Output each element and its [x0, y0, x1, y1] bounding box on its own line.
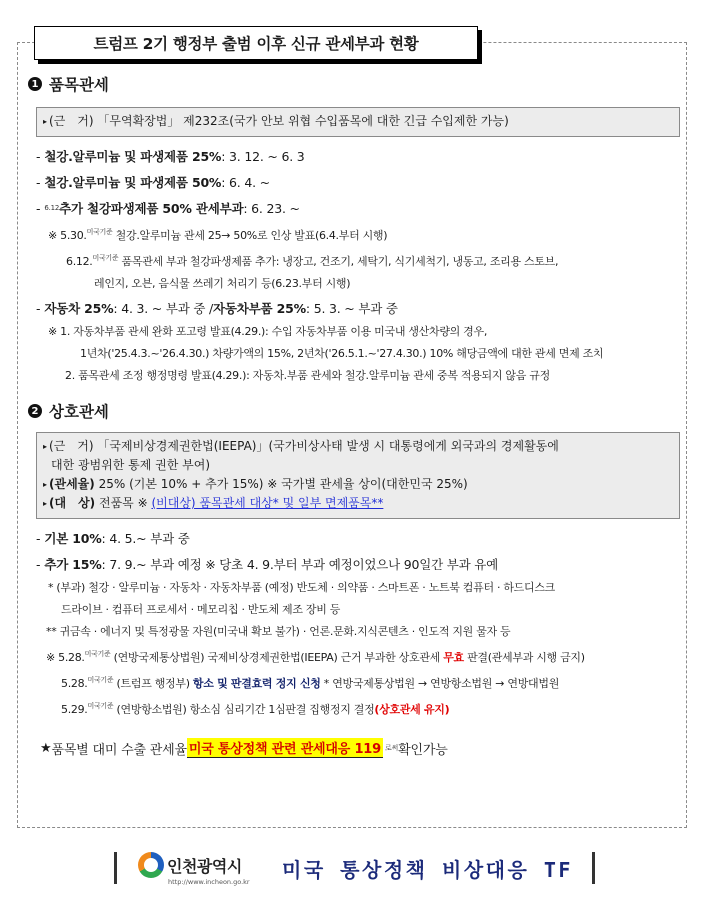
section2-title: 상호관세 — [49, 403, 109, 421]
footer-bar-right — [592, 852, 595, 884]
section2-heading — [28, 399, 680, 423]
item-extra-15: - 추가 15% : 7. 9.~ 부과 예정 ※ 당초 4. 9.부터 부과 예정이었으나 90일간 부과 유예 — [36, 556, 499, 572]
extra-label: 추가 15% — [44, 557, 102, 572]
note-sup: 미국기준 — [87, 676, 114, 684]
page-title: 트럼프 2기 행정부 출범 이후 신규 관세부과 현황 — [34, 26, 478, 60]
item-rest: : 3. 12. ~ 6. 3 — [221, 148, 305, 164]
item-steel-25: - 철강.알루미늄 및 파생제품 25% : 3. 12. ~ 6. 3 — [36, 148, 305, 164]
section1-law-box — [36, 107, 680, 137]
note-steel-2 — [66, 247, 680, 273]
item-rest: : 6. 4. ~ — [221, 174, 270, 190]
footnote-star1-cont: 드라이브 · 컴퓨터 프로세서 · 메모리칩 · 반도체 제조 장비 등 — [61, 603, 341, 616]
law-line — [43, 437, 673, 456]
note-date: 5.30. — [60, 229, 87, 242]
rate-label: (관세율) — [49, 477, 95, 491]
logo-url: http://www.incheon.go.kr — [168, 878, 250, 886]
note-date: 5.28. — [61, 677, 88, 690]
law-text: 「무역확장법」 제232조(국가 안보 위협 수입품목에 대한 긴급 수입제한 가능) — [97, 114, 509, 128]
note-court-1 — [46, 643, 680, 669]
section1-title: 품목관세 — [49, 76, 109, 94]
main-content — [28, 72, 680, 761]
note-text: (트럼프 행정부) — [113, 677, 193, 690]
note-date: 5.29. — [61, 703, 88, 716]
item-steel-50: - 철강.알루미늄 및 파생제품 50% : 6. 4. ~ — [36, 174, 270, 190]
triangle-bullet-icon: ▸ — [43, 117, 48, 126]
note-court-3 — [61, 695, 680, 721]
star-icon: ★ — [40, 740, 52, 756]
notice-sup: 로써 — [385, 744, 399, 752]
note-red: 무효 — [443, 651, 464, 664]
law-line-cont: 대한 광범위한 통제 권한 부여) — [51, 458, 211, 472]
auto-parts-label: 자동차부품 25% — [213, 301, 306, 316]
footer-title: 미국 통상정책 비상대응 TF — [282, 858, 573, 882]
triangle-bullet-icon: ▸ — [43, 499, 48, 508]
note-bold: 항소 및 판결효력 정지 신청 — [192, 677, 321, 690]
footer-bar-left — [114, 852, 117, 884]
basic-rest: : 4. 5.~ 부과 중 — [101, 531, 190, 546]
auto-rest: : 4. 3. ~ 부과 중 / — [113, 301, 214, 316]
triangle-bullet-icon: ▸ — [43, 442, 48, 451]
item-label: 철강.알루미늄 및 파생제품 50% — [44, 175, 222, 190]
target-line — [43, 494, 673, 513]
note-red: (상호관세 유지) — [374, 703, 450, 716]
note-mark: ※ — [48, 229, 57, 242]
item-label: 철강.알루미늄 및 파생제품 25% — [44, 149, 222, 164]
note-text: 철강.알루미늄 관세 25→ 50%로 인상 발표(6.4.부터 시행) — [112, 229, 388, 242]
note-sup: 미국기준 — [87, 702, 114, 710]
item-extra-steel: - 6.12 추가 철강파생제품 50% 관세부과 : 6. 23. ~ — [36, 200, 300, 216]
note-sup: 미국기준 — [84, 650, 111, 658]
footer — [114, 848, 598, 888]
note-mark: ※ — [48, 325, 57, 338]
logo-text: 인천광역시 — [167, 856, 242, 876]
law-text: 「국제비상경제권한법(IEEPA)」(국가비상사태 발생 시 대통령에게 외국과의 경제활동에 — [97, 439, 559, 453]
incheon-logo-icon — [138, 852, 164, 878]
footnote-star2: ** 귀금속 · 에너지 및 특정광물 자원(미국내 확보 불가) · 언론.문화.지식콘텐츠 · 인도적 지원 물자 등 — [46, 625, 511, 638]
section2-number: 2 — [28, 404, 42, 418]
item-sup: 6.12 — [44, 204, 60, 212]
note-text: 품목관세 부과 철강파생제품 추가: 냉장고, 건조기, 세탁기, 식기세척기, 냉동고, 조리용 스토브, — [118, 255, 559, 268]
note-sup: 미국기준 — [86, 228, 113, 236]
item-rest: : 6. 23. ~ — [243, 200, 300, 216]
law-label: (근 거) — [49, 439, 94, 453]
note-text: * 연방국제통상법원 → 연방항소법원 → 연방대법원 — [320, 677, 560, 690]
target-text: 전품목 ※ — [95, 496, 152, 510]
note-date: 5.28. — [58, 651, 85, 664]
note-auto-2: 1년차('25.4.3.~'26.4.30.) 차량가액의 15%, 2년차('26.5.1.~'27.4.30.) 10% 해당금액에 대한 관세 면제 조치 — [80, 347, 604, 360]
note-text: 판결(관세부과 시행 금지) — [463, 651, 585, 664]
rate-text: 25% (기본 10% + 추가 15%) ※ 국가별 관세율 상이(대한민국 25%) — [94, 477, 468, 491]
extra-rest: : 7. 9.~ 부과 예정 ※ 당초 4. 9.부터 부과 예정이었으나 90일간 부과 유예 — [101, 557, 499, 572]
section2-law-box — [36, 432, 680, 519]
note-text: 1. 자동차부품 관세 완화 포고령 발표(4.29.): 수입 자동차부품 이용 미국내 생산차량의 경우, — [60, 325, 488, 338]
note-court-2 — [61, 669, 680, 695]
law-label: (근 거) — [49, 114, 94, 128]
item-auto: - 자동차 25% : 4. 3. ~ 부과 중 / 자동차부품 25% : 5. 3. ~ 부과 중 — [36, 300, 398, 316]
auto-label: 자동차 25% — [44, 301, 114, 316]
note-steel-1 — [48, 221, 680, 247]
target-link[interactable]: (비대상) 품목관세 대상* 및 일부 면제품목** — [151, 496, 384, 510]
note-date: 6.12. — [66, 255, 93, 268]
section1-heading — [28, 72, 680, 96]
target-label: (대 상) — [49, 496, 96, 510]
basic-label: 기본 10% — [44, 531, 102, 546]
note-steel-2-cont: 레인지, 오븐, 음식물 쓰레기 처리기 등(6.23.부터 시행) — [94, 277, 351, 290]
note-text: (연방국제통상법원) 국제비상경제권한법(IEEPA) 근거 부과한 상호관세 — [110, 651, 444, 664]
notice-text: 품목별 대미 수출 관세율 — [51, 742, 187, 758]
footnote-star1: * (부과) 철강 · 알루미늄 · 자동차 · 자동차부품 (예정) 반도체 · 의약품 · 스마트폰 · 노트북 컴퓨터 · 하드디스크 — [48, 581, 555, 594]
note-text: (연방항소법원) 항소심 심리기간 1심판결 집행정지 결정 — [113, 703, 375, 716]
rate-line — [43, 475, 673, 494]
auto-parts-rest: : 5. 3. ~ 부과 중 — [305, 301, 398, 316]
triangle-bullet-icon: ▸ — [43, 480, 48, 489]
note-auto-3: 2. 품목관세 조정 행정명령 발표(4.29.): 자동차.부품 관세와 철강.알루미늄 관세 중복 적용되지 않음 규정 — [65, 369, 550, 382]
note-mark: ※ — [46, 651, 55, 664]
incheon-logo — [138, 852, 250, 886]
notice-highlight[interactable]: 미국 통상정책 관련 관세대응 119 — [187, 738, 383, 758]
note-auto-1 — [48, 321, 680, 343]
section1-number: 1 — [28, 77, 42, 91]
bottom-notice — [40, 735, 680, 761]
item-label: 추가 철강파생제품 50% 관세부과 — [59, 201, 244, 216]
item-basic-10: - 기본 10% : 4. 5.~ 부과 중 — [36, 530, 190, 546]
note-sup: 미국기준 — [92, 254, 119, 262]
notice-text: 확인가능 — [398, 742, 448, 758]
